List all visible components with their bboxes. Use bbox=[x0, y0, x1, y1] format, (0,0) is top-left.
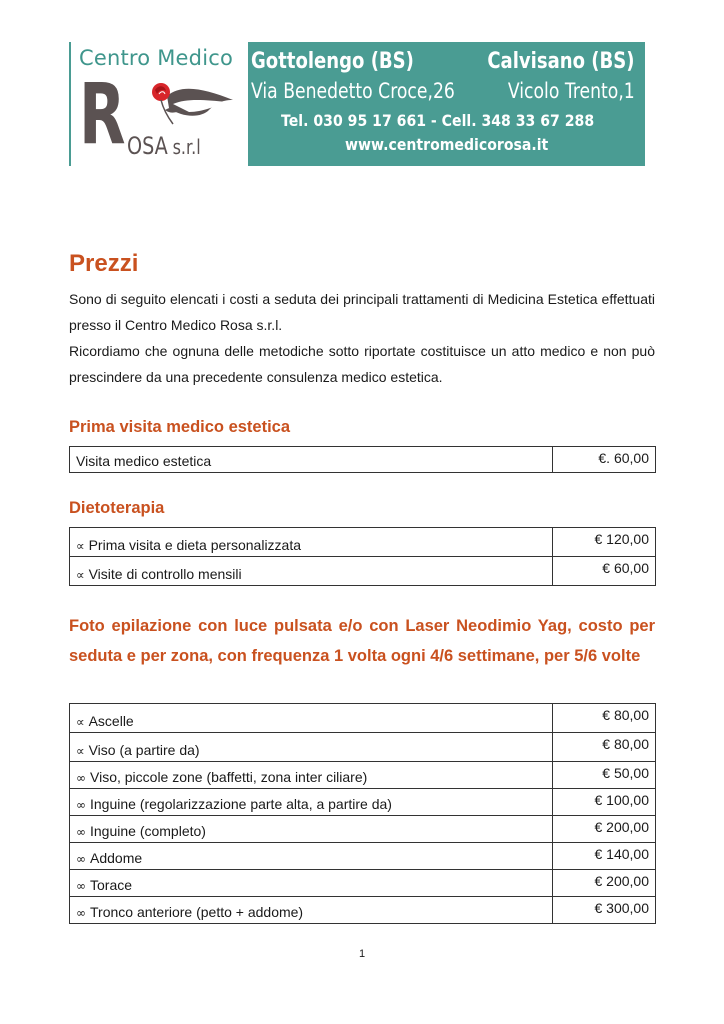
table-row bbox=[70, 528, 656, 557]
price-cell: € 80,00 bbox=[553, 704, 656, 733]
table-row bbox=[70, 557, 656, 586]
price-table bbox=[69, 703, 656, 924]
treatment-label: Visite di controllo mensili bbox=[88, 566, 242, 582]
logo-rest: OSA bbox=[127, 132, 168, 160]
bullet-icon: ∞ bbox=[76, 879, 86, 893]
treatment-cell bbox=[70, 897, 553, 924]
treatment-cell bbox=[70, 789, 553, 816]
table-row bbox=[70, 762, 656, 789]
city-left: Gottolengo (BS) bbox=[251, 49, 414, 74]
table-row bbox=[70, 704, 656, 733]
price-cell: € 80,00 bbox=[553, 733, 656, 762]
consult-paragraph: Ricordiamo che ognuna delle metodiche sotto riportate costituisce un atto medico e non può prescindere da una precedente consulenza medico estetica. bbox=[69, 343, 655, 385]
treatment-label: Inguine (regolarizzazione parte alta, a partire da) bbox=[90, 796, 392, 812]
intro-paragraph: Sono di seguito elencati i costi a seduta dei principali trattamenti di Medicina Estetica effettuati presso il Centro Medico Rosa s.r.l. bbox=[69, 291, 655, 333]
page-title: Prezzi bbox=[69, 250, 139, 277]
rose-icon bbox=[123, 78, 243, 132]
table-row bbox=[70, 447, 656, 473]
treatment-cell bbox=[70, 843, 553, 870]
treatment-label: Viso (a partire da) bbox=[88, 742, 200, 758]
treatment-cell bbox=[70, 816, 553, 843]
website: www.centromedicorosa.it bbox=[345, 135, 549, 154]
treatment-label: Visita medico estetica bbox=[76, 453, 212, 469]
treatment-cell bbox=[70, 870, 553, 897]
address-right: Vicolo Trento,1 bbox=[508, 79, 635, 103]
bullet-icon: ∝ bbox=[76, 568, 85, 582]
table-row bbox=[70, 897, 656, 924]
bullet-icon: ∞ bbox=[76, 771, 86, 785]
treatment-cell bbox=[70, 528, 553, 557]
bullet-icon: ∝ bbox=[76, 715, 85, 729]
table-row bbox=[70, 733, 656, 762]
price-cell: € 200,00 bbox=[553, 870, 656, 897]
bullet-icon: ∞ bbox=[76, 852, 86, 866]
table-row bbox=[70, 789, 656, 816]
treatment-label: Addome bbox=[90, 850, 143, 866]
price-cell: € 100,00 bbox=[553, 789, 656, 816]
treatment-cell bbox=[70, 733, 553, 762]
section-title: Foto epilazione con luce pulsata e/o con Laser Neodimio Yag, costo per seduta e per zona, con frequenza 1 volta ogni 4/6 settimane, per 5/6 volte bbox=[69, 617, 655, 665]
bullet-icon: ∞ bbox=[76, 906, 86, 920]
logo-title: Centro Medico bbox=[79, 46, 234, 70]
price-cell: € 60,00 bbox=[553, 557, 656, 586]
treatment-label: Ascelle bbox=[88, 713, 134, 729]
header-banner bbox=[69, 42, 645, 166]
price-cell: €. 60,00 bbox=[553, 447, 656, 473]
section-title: Dietoterapia bbox=[69, 499, 165, 517]
treatment-label: Torace bbox=[90, 877, 133, 893]
city-right: Calvisano (BS) bbox=[487, 49, 635, 74]
logo-suffix: s.r.l bbox=[172, 135, 201, 159]
address-left: Via Benedetto Croce,26 bbox=[251, 79, 455, 103]
treatment-cell bbox=[70, 557, 553, 586]
logo bbox=[69, 42, 248, 166]
bullet-icon: ∝ bbox=[76, 744, 85, 758]
price-cell: € 50,00 bbox=[553, 762, 656, 789]
bullet-icon: ∞ bbox=[76, 825, 86, 839]
price-cell: € 300,00 bbox=[553, 897, 656, 924]
table-row bbox=[70, 870, 656, 897]
bullet-icon: ∞ bbox=[76, 798, 86, 812]
treatment-label: Prima visita e dieta personalizzata bbox=[88, 537, 302, 553]
treatment-cell bbox=[70, 762, 553, 789]
price-cell: € 120,00 bbox=[553, 528, 656, 557]
treatment-label: Tronco anteriore (petto + addome) bbox=[90, 904, 304, 920]
page-number: 1 bbox=[358, 948, 366, 960]
treatment-cell bbox=[70, 447, 553, 473]
price-cell: € 140,00 bbox=[553, 843, 656, 870]
table-row bbox=[70, 843, 656, 870]
logo-letter: R bbox=[79, 65, 126, 163]
treatment-cell bbox=[70, 704, 553, 733]
treatment-label: Inguine (completo) bbox=[90, 823, 206, 839]
section-title: Prima visita medico estetica bbox=[69, 418, 291, 436]
phone-numbers: Tel. 030 95 17 661 - Cell. 348 33 67 288 bbox=[281, 111, 595, 130]
price-table bbox=[69, 446, 656, 473]
price-table bbox=[69, 527, 656, 586]
treatment-label: Viso, piccole zone (baffetti, zona inter ciliare) bbox=[90, 769, 368, 785]
table-row bbox=[70, 816, 656, 843]
bullet-icon: ∝ bbox=[76, 539, 85, 553]
logo-subtitle bbox=[127, 134, 201, 158]
price-cell: € 200,00 bbox=[553, 816, 656, 843]
